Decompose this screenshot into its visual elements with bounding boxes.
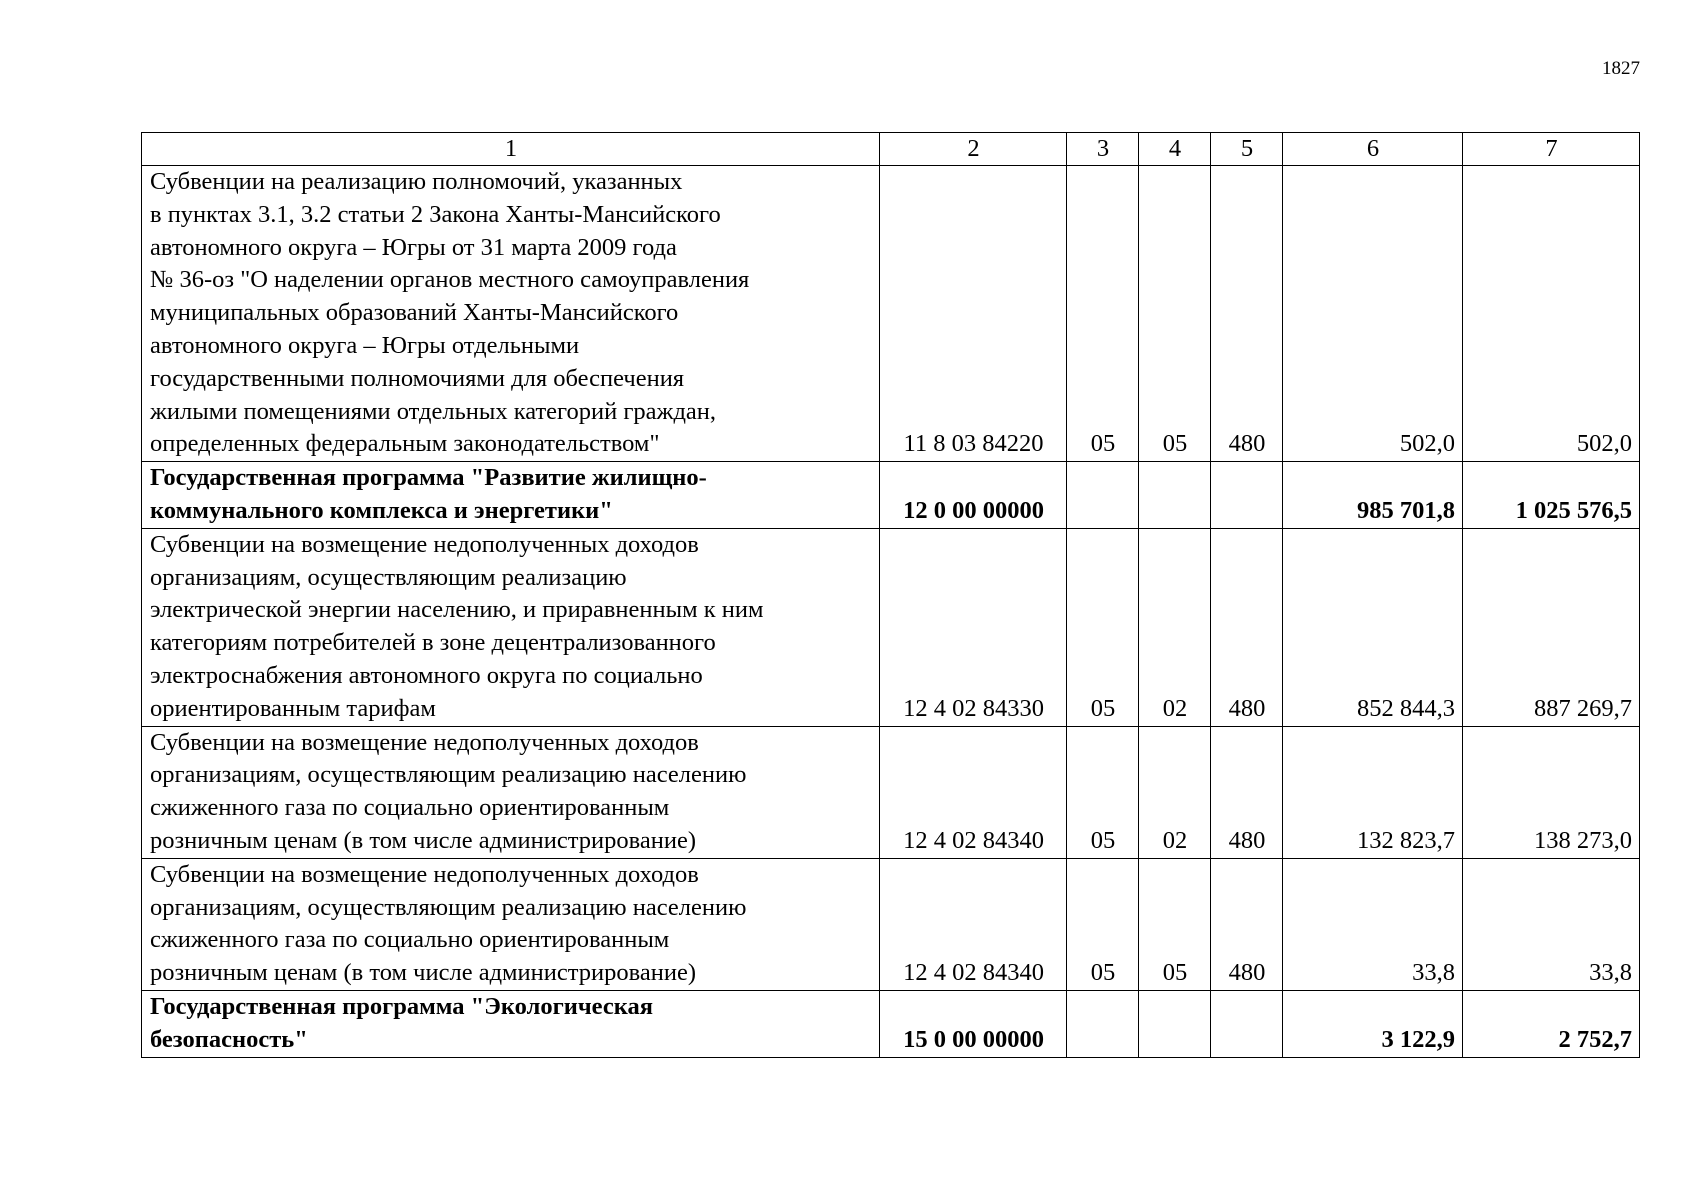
row-col-3 [1067, 990, 1139, 1057]
table-row [142, 858, 1640, 990]
row-col-6: 3 122,9 [1283, 990, 1463, 1057]
row-code: 12 4 02 84330 [880, 528, 1067, 726]
row-col-7: 2 752,7 [1463, 990, 1640, 1057]
row-col-5 [1211, 462, 1283, 529]
table-row [142, 726, 1640, 858]
column-header: 1 [142, 133, 880, 166]
row-col-3 [1067, 462, 1139, 529]
row-name: Государственная программа "Развитие жилищно- коммунального комплекса и энергетики" [142, 462, 880, 529]
row-col-4: 02 [1139, 726, 1211, 858]
row-code: 12 0 00 00000 [880, 462, 1067, 529]
row-name: Государственная программа "Экологическая безопасность" [142, 990, 880, 1057]
row-name: Субвенции на возмещение недополученных доходов организациям, осуществляющим реализацию населению сжиженного газа по социально ориентированным розничным ценам (в том числе администрирование) [142, 858, 880, 990]
row-col-7: 33,8 [1463, 858, 1640, 990]
row-col-3: 05 [1067, 858, 1139, 990]
row-col-6: 132 823,7 [1283, 726, 1463, 858]
row-col-3: 05 [1067, 166, 1139, 462]
row-name: Субвенции на возмещение недополученных доходов организациям, осуществляющим реализацию населению сжиженного газа по социально ориентированным розничным ценам (в том числе администрирование) [142, 726, 880, 858]
row-code: 12 4 02 84340 [880, 726, 1067, 858]
row-col-6: 852 844,3 [1283, 528, 1463, 726]
row-name: Субвенции на реализацию полномочий, указанных в пунктах 3.1, 3.2 статьи 2 Закона Ханты-Мансийского автономного округа – Югры от 31 марта 2009 года № 36-оз "О наделении органов местного самоуправления муниципальных образований Ханты-Мансийского автономного округа – Югры отдельными государственными полномочиями для обеспечения жилыми помещениями отдельных категорий граждан, определенных федеральным законодательством" [142, 166, 880, 462]
column-header: 2 [880, 133, 1067, 166]
row-col-4: 02 [1139, 528, 1211, 726]
row-col-6: 33,8 [1283, 858, 1463, 990]
table-row [142, 528, 1640, 726]
table-row [142, 166, 1640, 462]
row-col-7: 502,0 [1463, 166, 1640, 462]
row-col-6: 502,0 [1283, 166, 1463, 462]
row-col-7: 1 025 576,5 [1463, 462, 1640, 529]
row-col-4 [1139, 990, 1211, 1057]
row-code: 12 4 02 84340 [880, 858, 1067, 990]
page-number: 1827 [1602, 58, 1640, 79]
row-col-4 [1139, 462, 1211, 529]
row-col-3: 05 [1067, 726, 1139, 858]
row-col-5: 480 [1211, 166, 1283, 462]
column-header: 3 [1067, 133, 1139, 166]
column-header: 4 [1139, 133, 1211, 166]
column-header: 5 [1211, 133, 1283, 166]
row-col-6: 985 701,8 [1283, 462, 1463, 529]
row-code: 15 0 00 00000 [880, 990, 1067, 1057]
table-row [142, 990, 1640, 1057]
row-name: Субвенции на возмещение недополученных доходов организациям, осуществляющим реализацию электрической энергии населению, и приравненным к ним категориям потребителей в зоне децентрализованного электроснабжения автономного округа по социально ориентированным тарифам [142, 528, 880, 726]
table-row [142, 462, 1640, 529]
row-col-5: 480 [1211, 858, 1283, 990]
row-col-5: 480 [1211, 528, 1283, 726]
row-col-7: 887 269,7 [1463, 528, 1640, 726]
table-header-row [142, 133, 1640, 166]
row-col-3: 05 [1067, 528, 1139, 726]
row-col-7: 138 273,0 [1463, 726, 1640, 858]
row-code: 11 8 03 84220 [880, 166, 1067, 462]
column-header: 6 [1283, 133, 1463, 166]
budget-table [141, 132, 1640, 1058]
row-col-4: 05 [1139, 166, 1211, 462]
row-col-5: 480 [1211, 726, 1283, 858]
column-header: 7 [1463, 133, 1640, 166]
row-col-5 [1211, 990, 1283, 1057]
row-col-4: 05 [1139, 858, 1211, 990]
